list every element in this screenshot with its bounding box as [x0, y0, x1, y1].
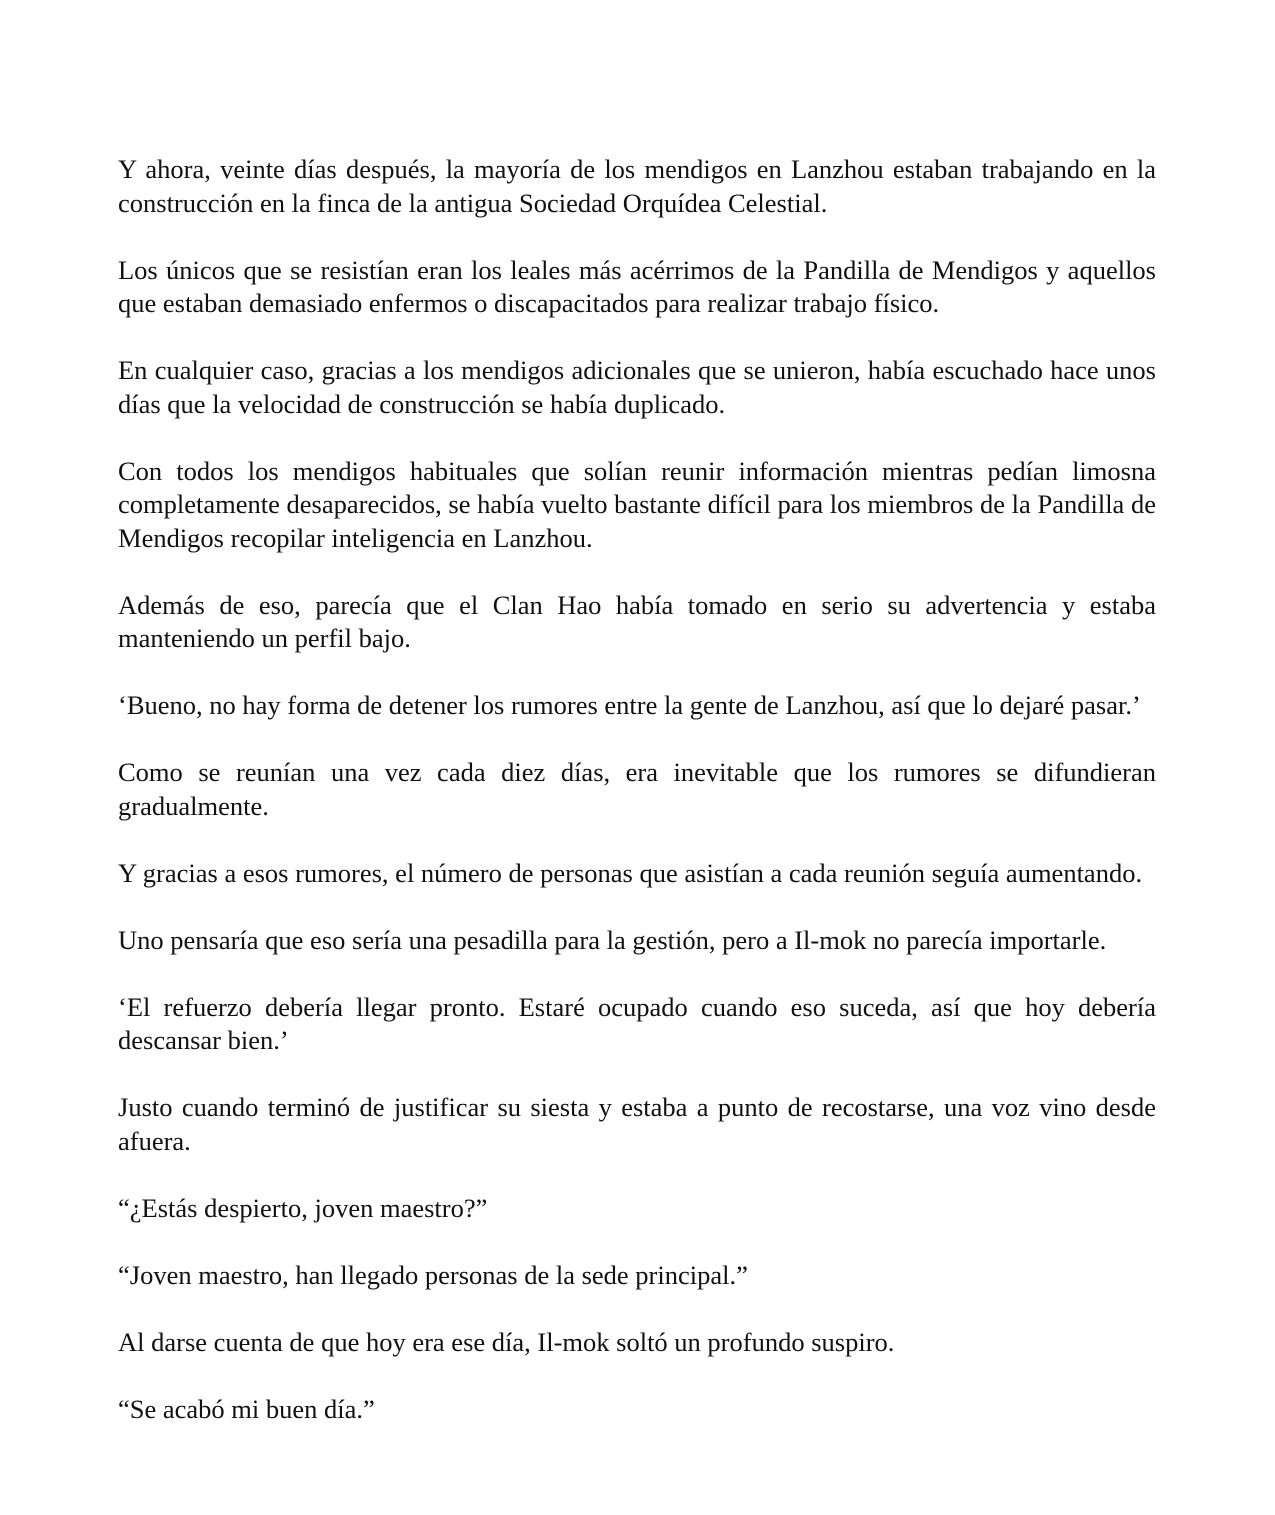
paragraph-14: Al darse cuenta de que hoy era ese día, Il-mok soltó un profundo suspiro. [118, 1326, 895, 1357]
paragraph-10: ‘El refuerzo debería llegar pronto. Estaré ocupado cuando eso suceda, así que hoy debería descansar bien.’ [118, 991, 1156, 1055]
paragraph-12: “¿Estás despierto, joven maestro?” [118, 1192, 488, 1223]
paragraph-5: Además de eso, parecía que el Clan Hao había tomado en serio su advertencia y estaba manteniendo un perfil bajo. [118, 589, 1156, 653]
paragraph-1: Y ahora, veinte días después, la mayoría de los mendigos en Lanzhou estaban trabajando en la construcción en la finca de la antigua Sociedad Orquídea Celestial. [118, 154, 1156, 218]
paragraph-2: Los únicos que se resistían eran los leales más acérrimos de la Pandilla de Mendigos y aquellos que estaban demasiado enfermos o discapacitados para realizar trabajo físico. [118, 254, 1156, 318]
paragraph-6: ‘Bueno, no hay forma de detener los rumores entre la gente de Lanzhou, así que lo dejaré pasar.’ [118, 690, 1141, 720]
document-body [118, 153, 1156, 1460]
paragraph-3: En cualquier caso, gracias a los mendigos adicionales que se unieron, había escuchado hace unos días que la velocidad de construcción se había duplicado. [118, 355, 1156, 419]
paragraph-15: “Se acabó mi buen día.” [118, 1393, 375, 1424]
paragraph-8: Y gracias a esos rumores, el número de personas que asistían a cada reunión seguía aumentando. [118, 857, 1143, 888]
paragraph-4: Con todos los mendigos habituales que solían reunir información mientras pedían limosna completamente desaparecidos, se había vuelto bastante difícil para los miembros de la Pandilla de Mendigos recopilar inteligencia en Lanzhou. [118, 455, 1156, 553]
paragraph-11: Justo cuando terminó de justificar su siesta y estaba a punto de recostarse, una voz vino desde afuera. [118, 1092, 1156, 1156]
paragraph-9: Uno pensaría que eso sería una pesadilla para la gestión, pero a Il-mok no parecía importarle. [118, 924, 1107, 955]
paragraph-7: Como se reunían una vez cada diez días, era inevitable que los rumores se difundieran gradualmente. [118, 757, 1156, 821]
paragraph-13: “Joven maestro, han llegado personas de la sede principal.” [118, 1259, 748, 1290]
